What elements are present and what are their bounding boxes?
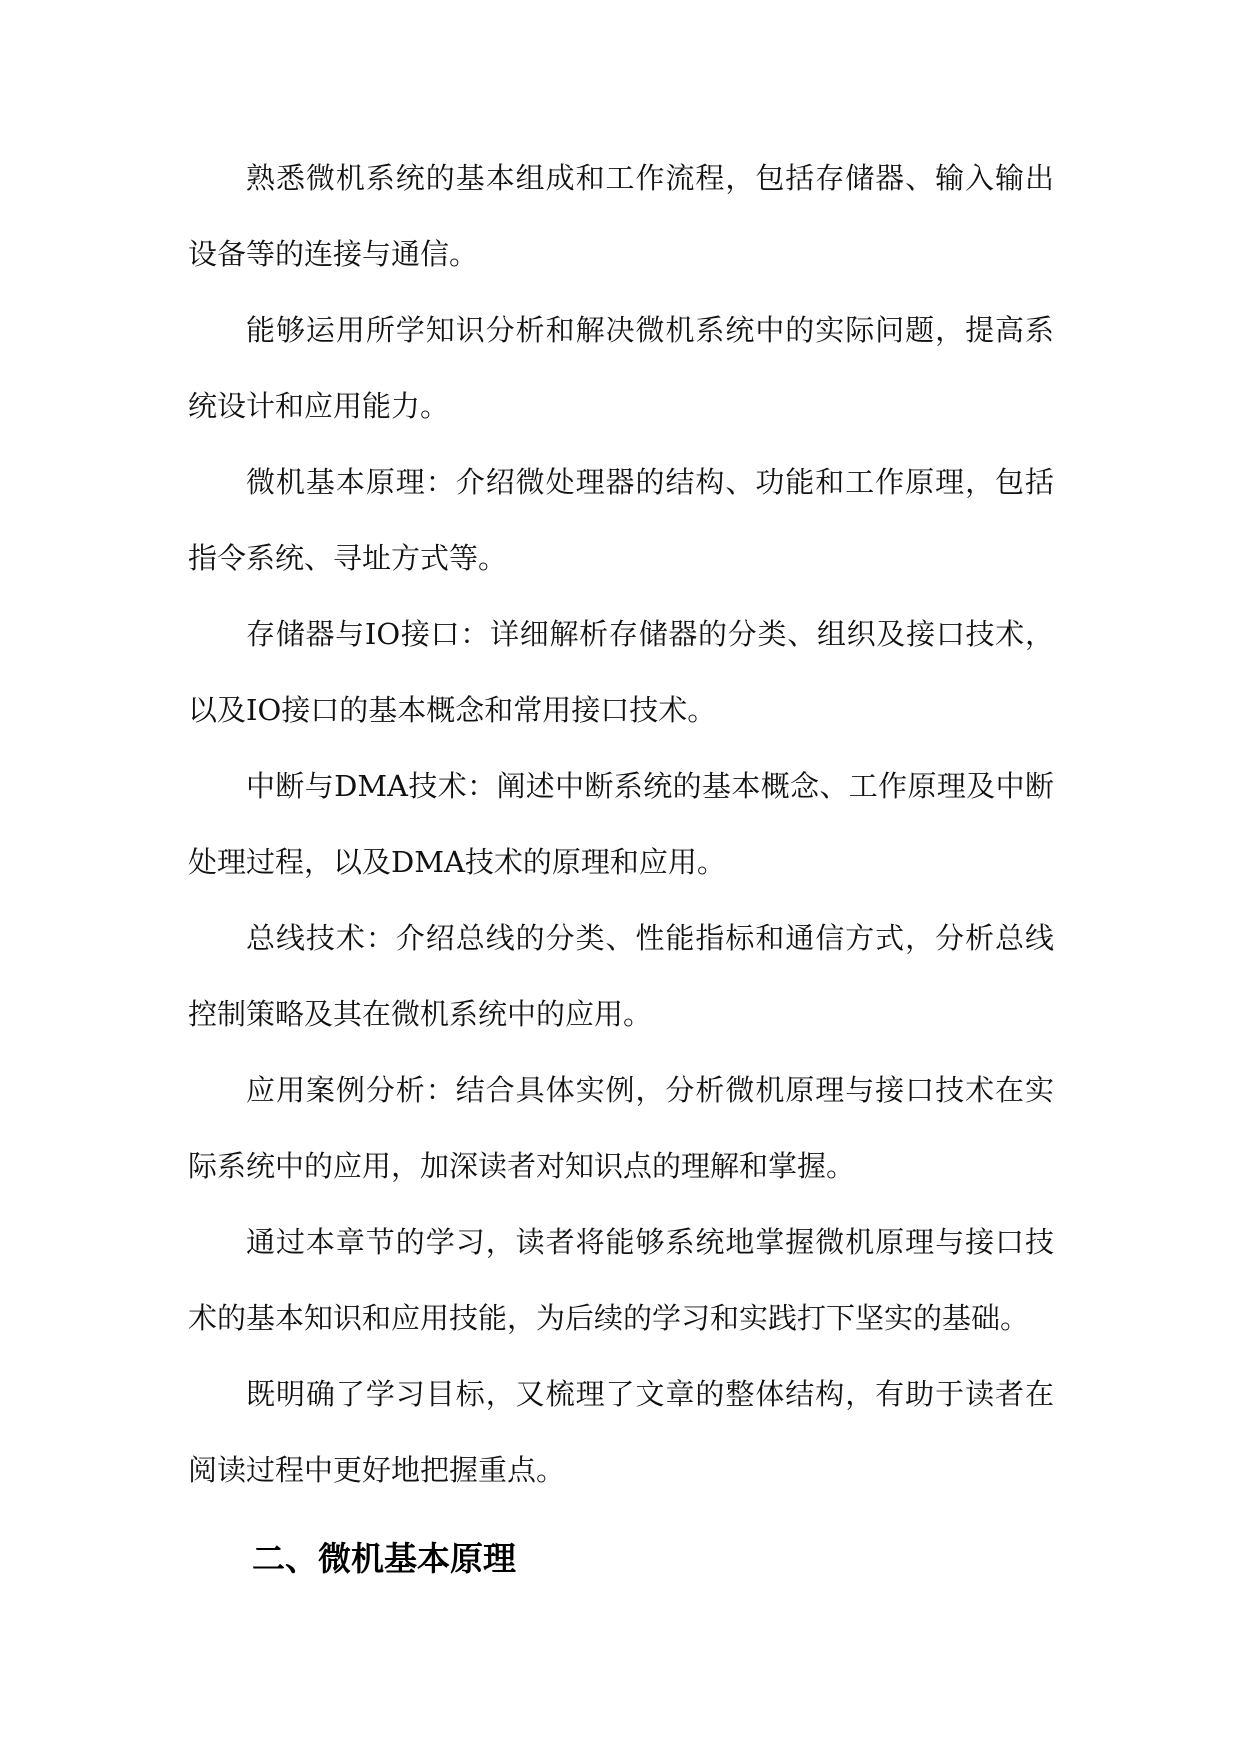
paragraph-case-analysis: 应用案例分析：结合具体实例，分析微机原理与接口技术在实际系统中的应用，加深读者对知识点的理解和掌握。 <box>188 1073 1054 1183</box>
paragraph-problem-solving: 能够运用所学知识分析和解决微机系统中的实际问题，提高系统设计和应用能力。 <box>188 313 1054 423</box>
paragraph-memory-io: 存储器与IO接口：详细解析存储器的分类、组织及接口技术，以及IO接口的基本概念和常用接口技术。 <box>188 617 1054 727</box>
paragraph-interrupt-dma: 中断与DMA技术：阐述中断系统的基本概念、工作原理及中断处理过程，以及DMA技术的原理和应用。 <box>188 769 1054 879</box>
paragraph-chapter-summary: 通过本章节的学习，读者将能够系统地掌握微机原理与接口技术的基本知识和应用技能，为后续的学习和实践打下坚实的基础。 <box>188 1225 1054 1335</box>
body-text <box>188 140 1054 1508</box>
paragraph-bus-technology: 总线技术：介绍总线的分类、性能指标和通信方式，分析总线控制策略及其在微机系统中的应用。 <box>188 921 1054 1031</box>
paragraph-basic-principles: 微机基本原理：介绍微处理器的结构、功能和工作原理，包括指令系统、寻址方式等。 <box>188 465 1054 575</box>
section-heading: 二、微机基本原理 <box>252 1539 516 1578</box>
paragraph-system-composition: 熟悉微机系统的基本组成和工作流程，包括存储器、输入输出设备等的连接与通信。 <box>188 161 1054 271</box>
paragraph-closing-note: 既明确了学习目标，又梳理了文章的整体结构，有助于读者在阅读过程中更好地把握重点。 <box>188 1377 1054 1487</box>
